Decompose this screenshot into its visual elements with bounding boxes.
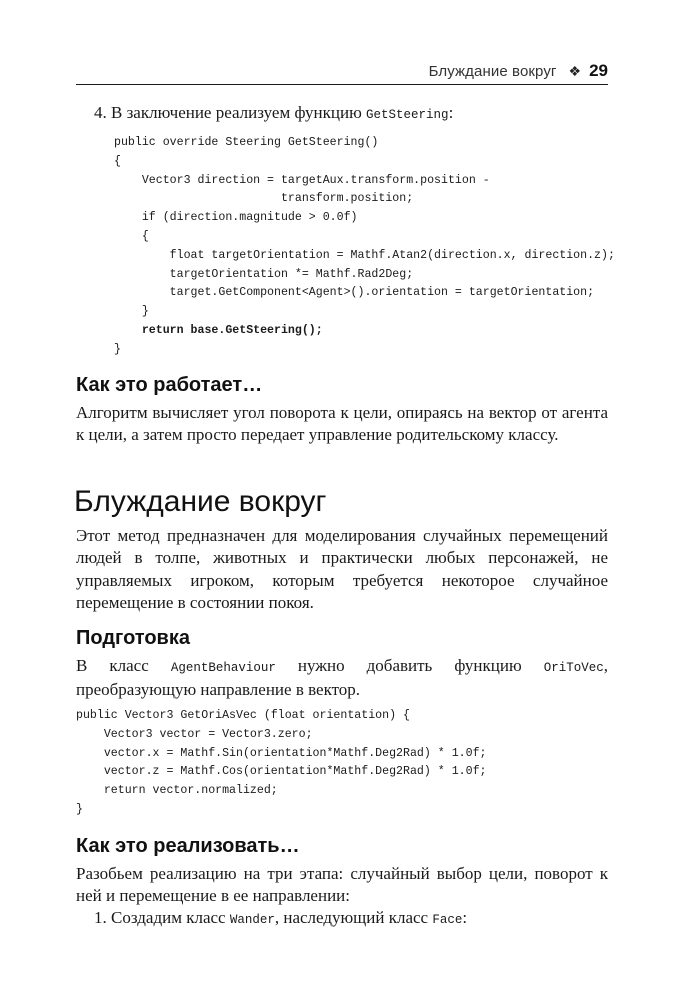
- class-name-code: Face: [432, 913, 463, 927]
- code-line: {: [114, 229, 149, 243]
- preparation-text: , преобразующую направление в вектор.: [76, 656, 608, 700]
- code-line: Vector3 vector = Vector3.zero;: [76, 727, 313, 741]
- code-line: public Vector3 GetOriAsVec (float orientation) {: [76, 709, 410, 722]
- code-line: Vector3 direction = targetAux.transform.position -: [114, 173, 490, 187]
- section-title: Блуждание вокруг: [74, 485, 327, 518]
- code-listing-getoriasvec: [76, 707, 487, 820]
- header-rule: [76, 84, 608, 85]
- preparation-heading: Подготовка: [76, 627, 190, 649]
- step-1-text: , наследующий класс: [274, 908, 433, 927]
- how-it-works-heading: Как это работает…: [76, 374, 263, 396]
- step-4-number: 4.: [94, 103, 107, 122]
- preparation-text: В класс: [76, 656, 171, 675]
- running-header-title: Блуждание вокруг: [428, 63, 557, 80]
- step-4-code-ref: GetSteering: [366, 108, 449, 122]
- step-1-suffix: :: [462, 908, 468, 927]
- step-4-text: В заключение реализуем функцию: [111, 103, 367, 122]
- code-line: target.GetComponent<Agent>().orientation = targetOrientation;: [114, 286, 595, 300]
- step-4-suffix: :: [448, 103, 454, 122]
- running-header: [76, 61, 608, 85]
- page-number: 29: [589, 61, 608, 80]
- class-name-code: AgentBehaviour: [170, 661, 276, 675]
- code-line: {: [114, 154, 121, 168]
- how-to-heading: Как это реализовать…: [76, 835, 300, 857]
- section-intro-paragraph: Этот метод предназначен для моделирования случайных перемещений людей в толпе, животных и практически любых персонажей, не управляемых игроком, которым требуется некоторое случайное перемещение в состоянии покоя.: [76, 526, 608, 613]
- how-it-works-paragraph: Алгоритм вычисляет угол поворота к цели, опираясь на вектор от агента к цели, а затем просто передает управление родительскому классу.: [76, 403, 608, 445]
- code-line: vector.x = Mathf.Sin(orientation*Mathf.Deg2Rad) * 1.0f;: [76, 746, 487, 760]
- code-line: }: [114, 305, 149, 319]
- ornament-icon: ❖: [568, 63, 582, 79]
- preparation-text: нужно добавить функцию: [275, 656, 544, 675]
- code-line: transform.position;: [114, 192, 414, 206]
- function-name-code: OriToVec: [543, 661, 604, 675]
- code-listing-getsteering: [114, 134, 615, 360]
- code-line: return vector.normalized;: [76, 784, 278, 798]
- code-line: float targetOrientation = Mathf.Atan2(direction.x, direction.z);: [114, 248, 615, 262]
- how-to-paragraph: Разобьем реализацию на три этапа: случайный выбор цели, поворот к ней и перемещение в ее направлении:: [76, 864, 608, 906]
- code-line: }: [114, 342, 121, 356]
- code-line: public override Steering GetSteering(): [114, 136, 379, 149]
- code-line: if (direction.magnitude > 0.0f): [114, 211, 358, 225]
- step-1-text: Создадим класс: [111, 908, 230, 927]
- step-4: [94, 102, 453, 126]
- step-1: [94, 907, 467, 931]
- step-1-number: 1.: [94, 908, 107, 927]
- class-name-code: Wander: [229, 913, 275, 927]
- code-line: vector.z = Mathf.Cos(orientation*Mathf.Deg2Rad) * 1.0f;: [76, 765, 487, 779]
- code-line-bold: return base.GetSteering();: [114, 323, 323, 337]
- code-line: targetOrientation *= Mathf.Rad2Deg;: [114, 267, 414, 281]
- preparation-paragraph: [76, 655, 608, 702]
- code-line: }: [76, 802, 83, 816]
